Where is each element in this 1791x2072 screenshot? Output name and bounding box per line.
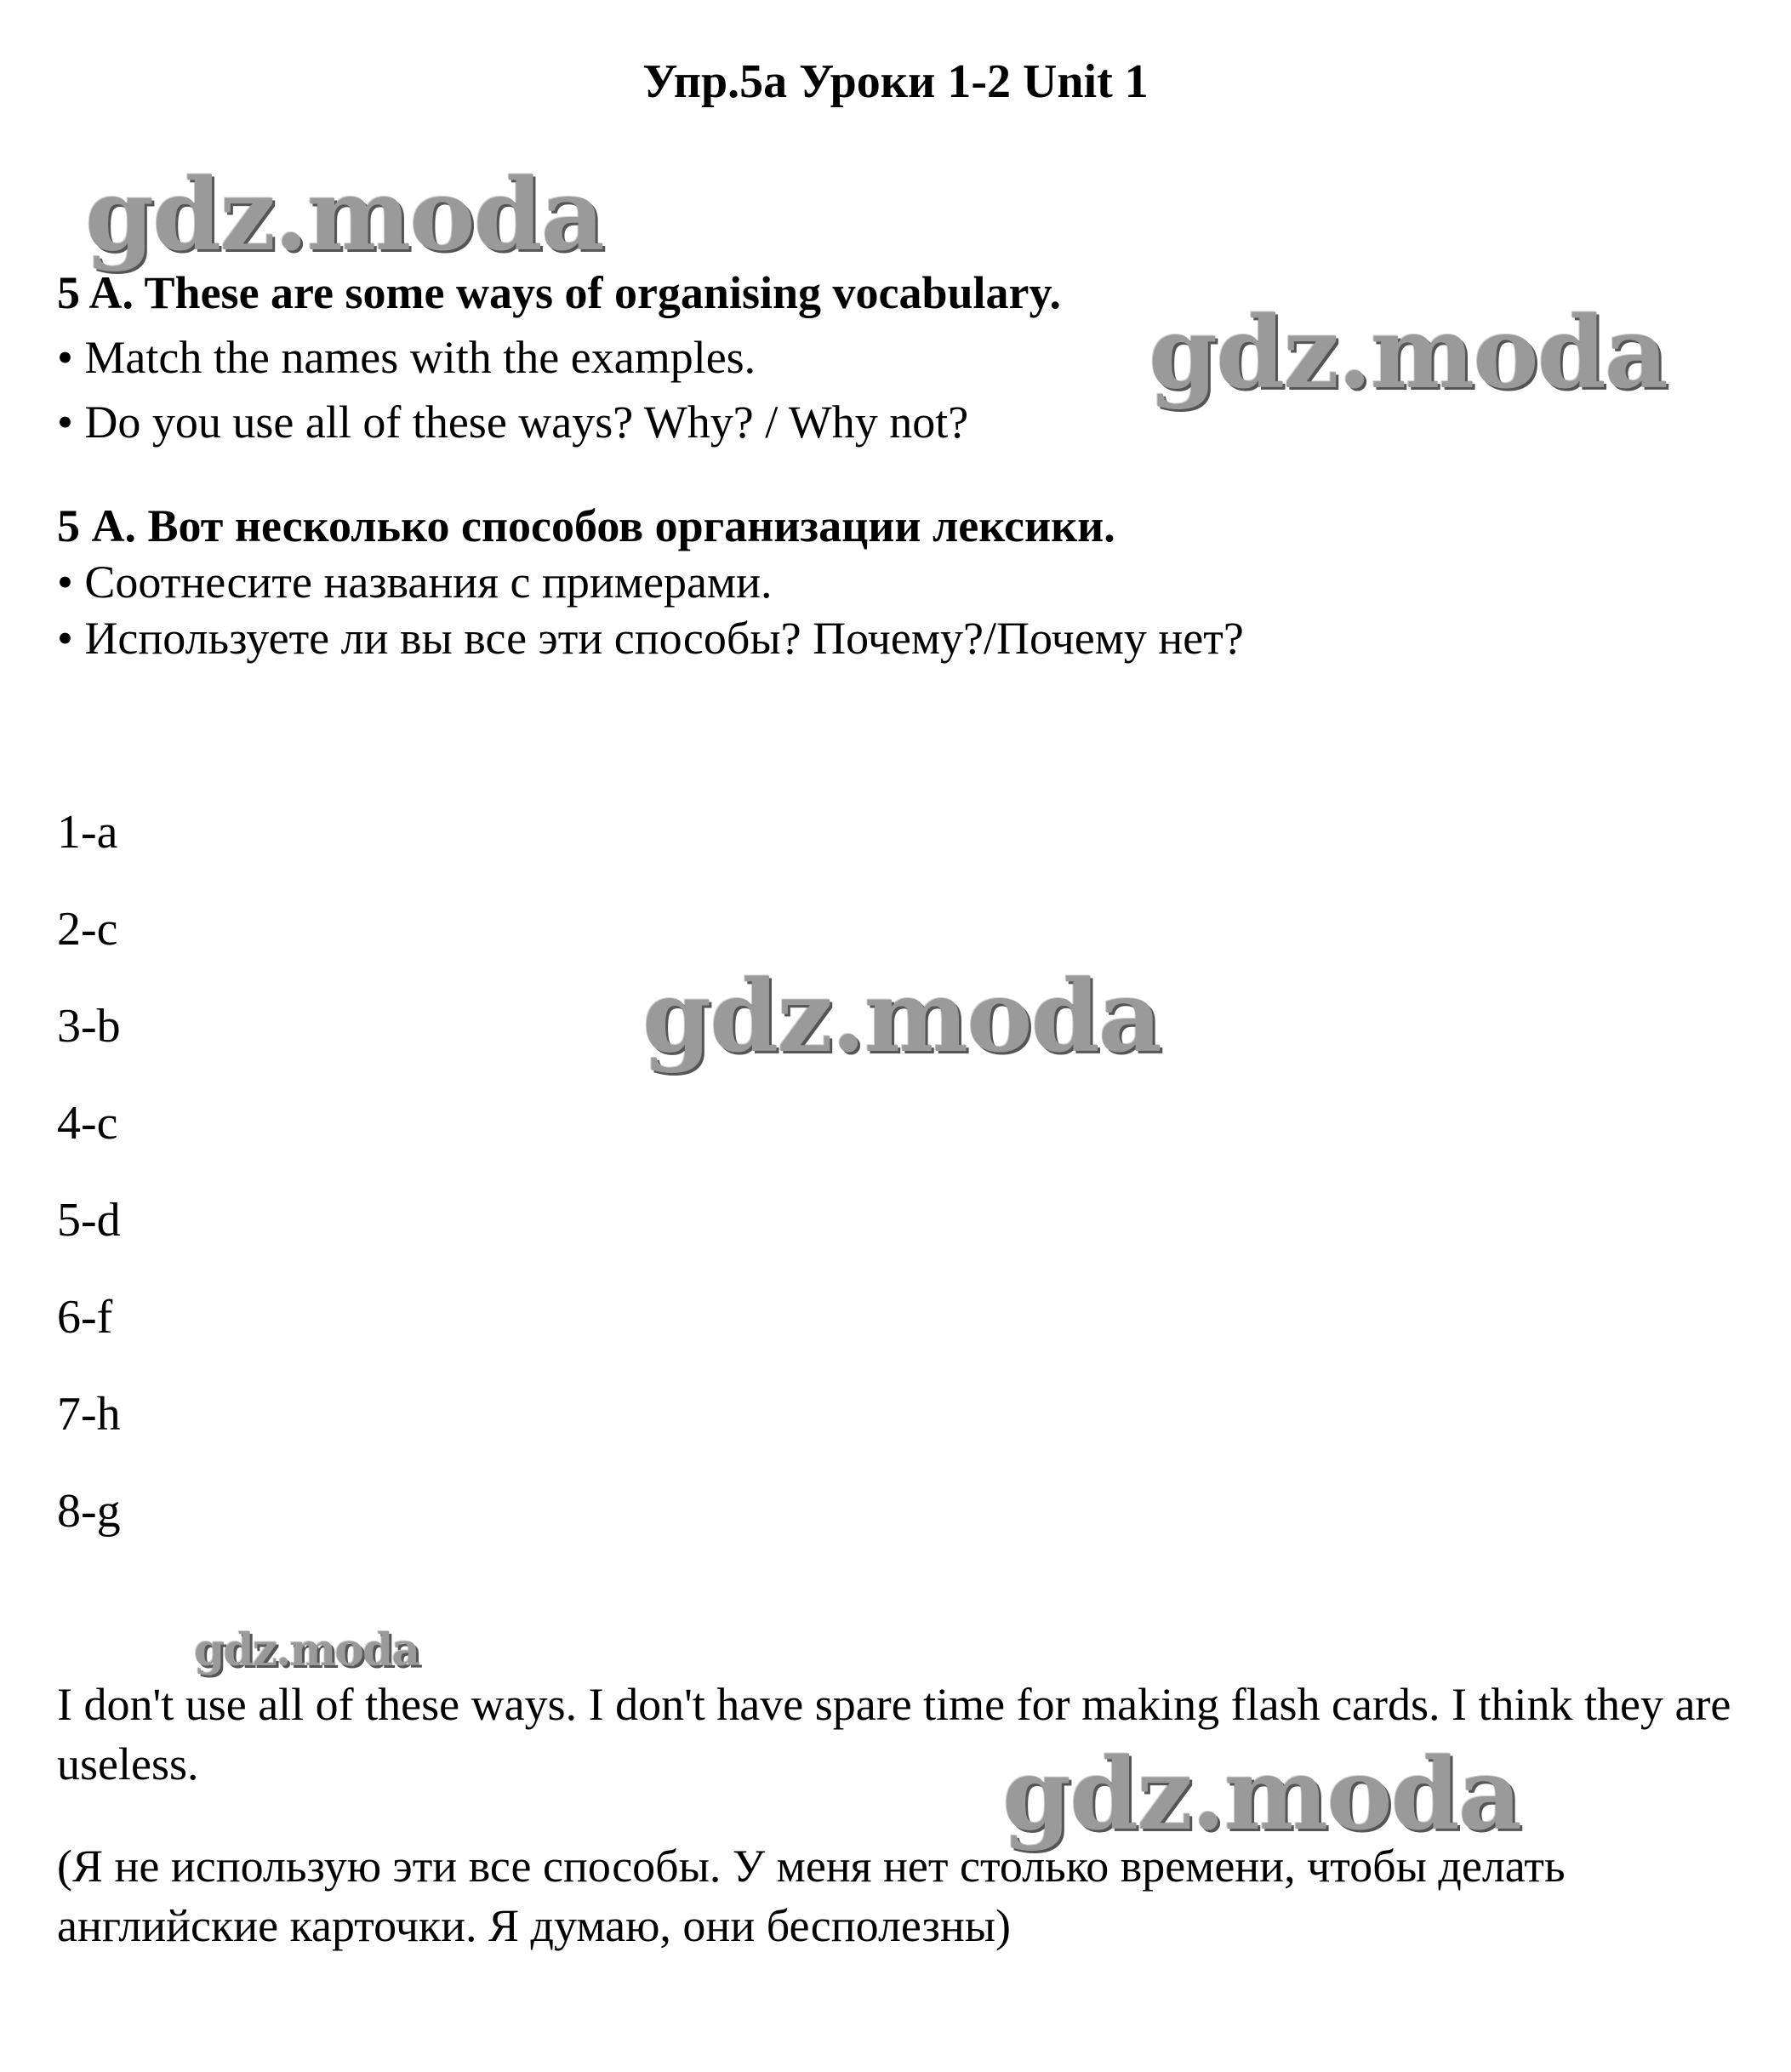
watermark: gdz.moda	[642, 959, 1161, 1075]
answer-item: 8-g	[57, 1485, 121, 1538]
watermark: gdz.moda	[194, 1624, 419, 1676]
task-heading-en: 5 A. These are some ways of organising vocabulary.	[57, 267, 1062, 318]
answer-item: 7-h	[57, 1388, 121, 1441]
answer-item: 3-b	[57, 1000, 121, 1053]
task-bullet-en-1: • Match the names with the examples.	[57, 332, 756, 383]
task-bullet-en-2: • Do you use all of these ways? Why? / Why not?	[57, 397, 969, 448]
answer-item: 2-c	[57, 903, 118, 956]
answer-item: 4-c	[57, 1097, 118, 1150]
task-bullet-ru-2: • Используете ли вы все эти способы? Почему?/Почему нет?	[57, 613, 1244, 664]
task-bullet-ru-1: • Соотнесите названия с примерами.	[57, 557, 773, 608]
answer-item: 6-f	[57, 1291, 113, 1344]
answer-item: 5-d	[57, 1194, 121, 1247]
page-title: Упр.5а Уроки 1-2 Unit 1	[642, 55, 1149, 108]
watermark: gdz.moda	[85, 157, 603, 273]
watermark: gdz.moda	[1149, 295, 1667, 411]
task-heading-ru: 5 А. Вот несколько способов организации лексики.	[57, 500, 1115, 551]
answer-paragraph-en: I don't use all of these ways. I don't have spare time for making flash cards. I think they are useless.	[57, 1679, 1731, 1789]
answer-paragraph-ru: (Я не использую эти все способы. У меня нет столько времени, чтобы делать английские карточки. Я думаю, они бесполезны)	[57, 1841, 1566, 1951]
answer-item: 1-a	[57, 806, 118, 859]
watermark: gdz.moda	[1002, 1737, 1520, 1852]
